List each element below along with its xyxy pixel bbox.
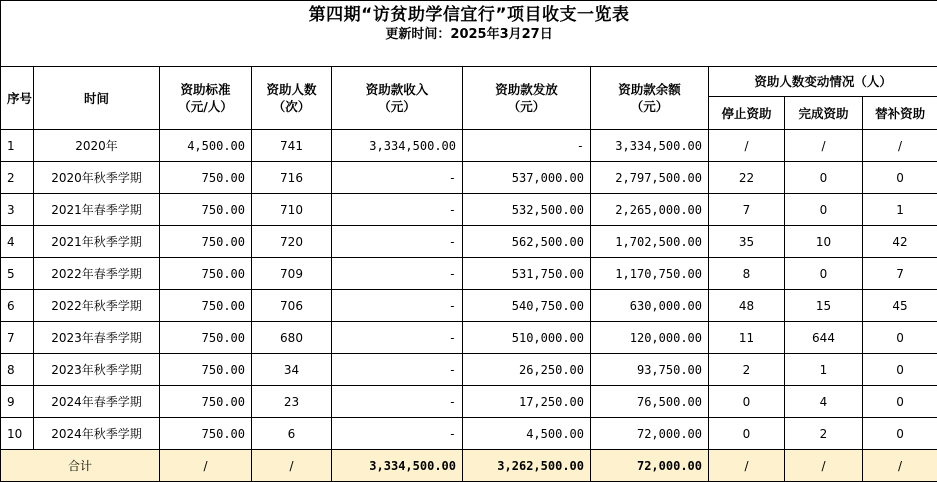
cell-seq: 6 bbox=[1, 290, 34, 322]
header-standard bbox=[160, 67, 252, 130]
cell-balance: 1,702,500.00 bbox=[591, 226, 709, 258]
cell-replace: 45 bbox=[863, 290, 937, 322]
cell-complete: 4 bbox=[785, 386, 863, 418]
header-change-group: 资助人数变动情况（人） bbox=[709, 67, 937, 97]
cell-complete: 0 bbox=[785, 162, 863, 194]
header-replace: 替补资助 bbox=[863, 97, 937, 130]
total-income: 3,334,500.00 bbox=[332, 450, 463, 482]
cell-payout: 4,500.00 bbox=[463, 418, 591, 450]
cell-standard: 750.00 bbox=[160, 258, 252, 290]
table-row bbox=[1, 194, 937, 226]
cell-time: 2021年秋季学期 bbox=[34, 226, 160, 258]
cell-stop: 8 bbox=[709, 258, 785, 290]
cell-seq: 7 bbox=[1, 322, 34, 354]
total-balance: 72,000.00 bbox=[591, 450, 709, 482]
cell-seq: 9 bbox=[1, 386, 34, 418]
total-payout: 3,262,500.00 bbox=[463, 450, 591, 482]
cell-complete: 15 bbox=[785, 290, 863, 322]
table-row bbox=[1, 386, 937, 418]
header-complete: 完成资助 bbox=[785, 97, 863, 130]
cell-standard: 750.00 bbox=[160, 290, 252, 322]
header-payout bbox=[463, 67, 591, 130]
cell-replace: 1 bbox=[863, 194, 937, 226]
cell-income: - bbox=[332, 418, 463, 450]
cell-complete: 1 bbox=[785, 354, 863, 386]
cell-standard: 750.00 bbox=[160, 322, 252, 354]
cell-seq: 3 bbox=[1, 194, 34, 226]
cell-balance: 3,334,500.00 bbox=[591, 130, 709, 162]
table-body bbox=[1, 130, 937, 450]
cell-standard: 750.00 bbox=[160, 226, 252, 258]
cell-seq: 5 bbox=[1, 258, 34, 290]
cell-time: 2020年 bbox=[34, 130, 160, 162]
cell-payout: 540,750.00 bbox=[463, 290, 591, 322]
cell-standard: 750.00 bbox=[160, 354, 252, 386]
cell-count: 706 bbox=[252, 290, 332, 322]
cell-balance: 93,750.00 bbox=[591, 354, 709, 386]
cell-income: - bbox=[332, 194, 463, 226]
header-seq: 序号 bbox=[1, 67, 34, 130]
cell-payout: 562,500.00 bbox=[463, 226, 591, 258]
cell-payout: 510,000.00 bbox=[463, 322, 591, 354]
cell-time: 2024年春季学期 bbox=[34, 386, 160, 418]
table-row bbox=[1, 130, 937, 162]
cell-income: - bbox=[332, 354, 463, 386]
header-count bbox=[252, 67, 332, 130]
header-balance-line1: 资助款余额 bbox=[618, 82, 681, 97]
cell-seq: 4 bbox=[1, 226, 34, 258]
table-row bbox=[1, 226, 937, 258]
cell-replace: 0 bbox=[863, 354, 937, 386]
cell-time: 2020年秋季学期 bbox=[34, 162, 160, 194]
cell-stop: 0 bbox=[709, 386, 785, 418]
cell-count: 710 bbox=[252, 194, 332, 226]
cell-time: 2022年秋季学期 bbox=[34, 290, 160, 322]
title-block bbox=[1, 1, 937, 67]
cell-balance: 630,000.00 bbox=[591, 290, 709, 322]
cell-replace: 7 bbox=[863, 258, 937, 290]
cell-payout: - bbox=[463, 130, 591, 162]
header-stop: 停止资助 bbox=[709, 97, 785, 130]
cell-standard: 750.00 bbox=[160, 418, 252, 450]
cell-replace: 0 bbox=[863, 418, 937, 450]
cell-seq: 1 bbox=[1, 130, 34, 162]
cell-seq: 2 bbox=[1, 162, 34, 194]
total-replace: / bbox=[863, 450, 937, 482]
cell-income: - bbox=[332, 322, 463, 354]
table-row bbox=[1, 162, 937, 194]
total-row bbox=[1, 450, 937, 482]
total-complete: / bbox=[785, 450, 863, 482]
cell-replace: 0 bbox=[863, 162, 937, 194]
cell-income: - bbox=[332, 226, 463, 258]
table-row bbox=[1, 322, 937, 354]
header-balance-line2: （元） bbox=[630, 99, 669, 114]
table-row bbox=[1, 418, 937, 450]
cell-replace: 0 bbox=[863, 386, 937, 418]
cell-replace: 42 bbox=[863, 226, 937, 258]
cell-balance: 2,265,000.00 bbox=[591, 194, 709, 226]
cell-balance: 120,000.00 bbox=[591, 322, 709, 354]
cell-time: 2024年秋季学期 bbox=[34, 418, 160, 450]
header-income-line2: （元） bbox=[378, 99, 416, 114]
cell-complete: 10 bbox=[785, 226, 863, 258]
header-count-line1: 资助人数 bbox=[266, 82, 317, 97]
total-count: / bbox=[252, 450, 332, 482]
cell-stop: 35 bbox=[709, 226, 785, 258]
cell-balance: 72,000.00 bbox=[591, 418, 709, 450]
cell-standard: 750.00 bbox=[160, 386, 252, 418]
cell-payout: 532,500.00 bbox=[463, 194, 591, 226]
cell-complete: / bbox=[785, 130, 863, 162]
cell-balance: 2,797,500.00 bbox=[591, 162, 709, 194]
header-payout-line1: 资助款发放 bbox=[495, 82, 558, 97]
cell-stop: 48 bbox=[709, 290, 785, 322]
cell-stop: / bbox=[709, 130, 785, 162]
header-standard-line2: （元/人） bbox=[178, 99, 233, 114]
cell-balance: 76,500.00 bbox=[591, 386, 709, 418]
table-row bbox=[1, 290, 937, 322]
cell-stop: 11 bbox=[709, 322, 785, 354]
cell-time: 2023年春季学期 bbox=[34, 322, 160, 354]
cell-standard: 750.00 bbox=[160, 162, 252, 194]
cell-count: 6 bbox=[252, 418, 332, 450]
header-income-line1: 资助款收入 bbox=[365, 82, 429, 97]
header-payout-line2: （元） bbox=[507, 99, 546, 114]
cell-complete: 644 bbox=[785, 322, 863, 354]
cell-count: 34 bbox=[252, 354, 332, 386]
cell-income: - bbox=[332, 386, 463, 418]
cell-stop: 2 bbox=[709, 354, 785, 386]
table-row bbox=[1, 258, 937, 290]
cell-stop: 7 bbox=[709, 194, 785, 226]
header-standard-line1: 资助标准 bbox=[180, 82, 231, 97]
cell-replace: 0 bbox=[863, 322, 937, 354]
update-time: 更新时间：2025年3月27日 bbox=[385, 27, 553, 42]
header-balance bbox=[591, 67, 709, 130]
cell-count: 680 bbox=[252, 322, 332, 354]
cell-seq: 8 bbox=[1, 354, 34, 386]
cell-payout: 531,750.00 bbox=[463, 258, 591, 290]
cell-income: 3,334,500.00 bbox=[332, 130, 463, 162]
cell-income: - bbox=[332, 258, 463, 290]
cell-complete: 0 bbox=[785, 258, 863, 290]
cell-stop: 0 bbox=[709, 418, 785, 450]
cell-payout: 26,250.00 bbox=[463, 354, 591, 386]
cell-seq: 10 bbox=[1, 418, 34, 450]
cell-stop: 22 bbox=[709, 162, 785, 194]
cell-count: 741 bbox=[252, 130, 332, 162]
header-income bbox=[332, 67, 463, 130]
cell-time: 2021年春季学期 bbox=[34, 194, 160, 226]
cell-payout: 537,000.00 bbox=[463, 162, 591, 194]
cell-complete: 2 bbox=[785, 418, 863, 450]
cell-balance: 1,170,750.00 bbox=[591, 258, 709, 290]
cell-count: 720 bbox=[252, 226, 332, 258]
table-title: 第四期“访贫助学信宜行”项目收支一览表 bbox=[308, 5, 630, 25]
cell-count: 23 bbox=[252, 386, 332, 418]
cell-payout: 17,250.00 bbox=[463, 386, 591, 418]
cell-count: 709 bbox=[252, 258, 332, 290]
cell-complete: 0 bbox=[785, 194, 863, 226]
header-count-line2: （次） bbox=[272, 99, 311, 114]
cell-income: - bbox=[332, 162, 463, 194]
header-time: 时间 bbox=[34, 67, 160, 130]
cell-income: - bbox=[332, 290, 463, 322]
cell-time: 2022年春季学期 bbox=[34, 258, 160, 290]
cell-replace: / bbox=[863, 130, 937, 162]
cell-standard: 750.00 bbox=[160, 194, 252, 226]
table-row bbox=[1, 354, 937, 386]
cell-standard: 4,500.00 bbox=[160, 130, 252, 162]
total-label: 合计 bbox=[1, 450, 160, 482]
cell-time: 2023年秋季学期 bbox=[34, 354, 160, 386]
total-standard: / bbox=[160, 450, 252, 482]
cell-count: 716 bbox=[252, 162, 332, 194]
total-stop: / bbox=[709, 450, 785, 482]
